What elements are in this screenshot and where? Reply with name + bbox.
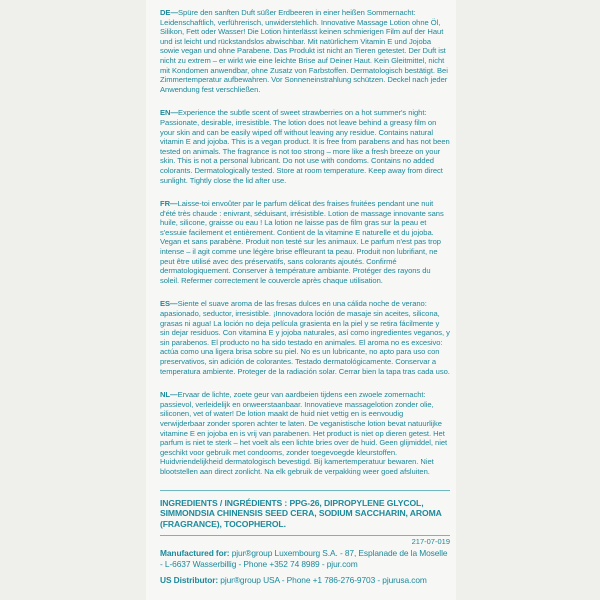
- manufacturer-label: Manufactured for:: [160, 548, 230, 558]
- language-code: FR: [160, 199, 171, 209]
- section-text: Spüre den sanften Duft süßer Erdbeeren in einer heißen Sommernacht: Leidenschaftlich, verführerisch, unwiderstehlich. Innovative Massage Lotion ohne Öl, Silikon, Fett oder Wasser! Die Lotion hinterlässt keinen schmierigen Film auf der Haut und ist leicht und rückstandslos abwischbar. Mit natürlichem Vitamin E und Jojoba sowie vegan und ohne Parabene. Das Produkt ist nicht an Tieren getestet. Der Duft ist nicht zu extrem – er wirkt wie eine leichte Brise auf Deiner Haut. Kein Gleitmittel, nicht mit Kondomen anwendbar, ohne Zusatz von Farbstoffen. Dermatologisch bestätigt. Bei Zimmertemperatur aufbewahren. Vor Sonneneinstrahlung schützen. Deckel nach jeder Anwendung fest verschließen.: [160, 8, 448, 94]
- divider: [160, 490, 450, 491]
- section-en: EN—Experience the subtle scent of sweet strawberries on a hot summer's night: Passionate, desirable, irresistible. The lotion does not leave behind a greasy film on your skin and can be easily wiped off without leaving any residue. Contains natural vitamin E and jojoba. This is a vegan product. It is free from parabens and has not been tested on animals. The fragrance is not too strong – more like a fresh breeze on your skin. This is not a personal lubricant. Do not use with condoms. Contains no added colorants. Dermatologically tested. Store at room temperature. Keep away from direct sunlight. Tightly close the lid after use.: [160, 108, 450, 185]
- distributor-label: US Distributor:: [160, 575, 219, 585]
- section-de: DE—Spüre den sanften Duft süßer Erdbeeren in einer heißen Sommernacht: Leidenschaftlich, verführerisch, unwiderstehlich. Innovative Massage Lotion ohne Öl, Silikon, Fett oder Wasser! Die Lotion hinterlässt keinen schmierigen Film auf der Haut und ist leicht und rückstandslos abwischbar. Mit natürlichem Vitamin E und Jojoba sowie vegan und ohne Parabene. Das Produkt ist nicht an Tieren getestet. Der Duft ist nicht zu extrem – er wirkt wie eine leichte Brise auf Deiner Haut. Kein Gleitmittel, nicht mit Kondomen anwendbar, ohne Zusatz von Farbstoffen. Dermatologisch bestätigt. Bei Zimmertemperatur aufbewahren. Vor Sonneneinstrahlung schützen. Deckel nach jeder Anwendung fest verschließen.: [160, 8, 448, 94]
- distributor-text: pjur®group USA - Phone +1 786-276-9703 - pjurusa.com: [218, 575, 427, 585]
- language-code: ES: [160, 299, 171, 309]
- ingredients: [160, 498, 450, 529]
- section-text: Laisse-toi envoûter par le parfum délicat des fraises fruitées pendant une nuit d'été très chaude : enivrant, séduisant, irrésistible. Lotion de massage innovante sans huile, silicone, graisse ou eau ! La lotion ne laisse pas de film gras sur la peau et s'essuie facilement et entièrement. Contient de la vitamine E naturelle et du jojoba. Vegan et sans parabène. Produit non testé sur les animaux. Le parfum n'est pas trop intense – il agit comme une légère brise effleurant ta peau. Produit non lubrifiant, ne peut être utilisé avec des préservatifs, sans colorants ajoutés. Confirmé dermatologiquement. Conserver à température ambiante. Protéger des rayons du soleil. Refermer correctement le couvercle après chaque utilisation.: [160, 199, 444, 285]
- language-code: EN: [160, 108, 171, 118]
- manufacturer-text: pjur®group Luxembourg S.A. - 87, Esplanade de la Moselle - L-6637 Wasserbillig - Phone +352 74 8989 - pjur.com: [160, 548, 448, 569]
- section-text: Siente el suave aroma de las fresas dulces en una cálida noche de verano: apasionado, seductor, irresistible. ¡Innovadora loción de masaje sin aceites, silicona, grasas ni agua! La loción no deja película grasienta en la piel y se retira fácilmente y sin dejar residuos. Con vitamina E y jojoba naturales, así como ingredientes veganos, y sin parabenos. El producto no ha sido testado en animales. El aroma no es excesivo: actúa como una ligera brisa sobre su piel. No es un lubricante, no apto para uso con preservativos, sin adición de colorantes. Testado dermatológicamente. Conservar a temperatura ambiente. Proteger de la radiación solar. Cerrar bien la tapa tras cada uso.: [160, 299, 450, 376]
- manufacturer-info: [160, 548, 452, 569]
- divider: [160, 535, 450, 536]
- section-text: Ervaar de lichte, zoete geur van aardbeien tijdens een zwoele zomernacht: passievol, verleidelijk en onweerstaanbaar. Innovatieve massagelotion zonder olie, siliconen, vet of water! De lotion maakt de huid niet vettig en is eenvoudig verwijderbaar zonder sporen achter te laten. De veganistische lotion bevat natuurlijke vitamine E en jojoba en is vrij van parabenen. Het product is niet op dieren getest. Het parfum is niet te sterk – het voelt als een lichte bries over de huid. Geen glijmiddel, niet geschikt voor gebruik met condooms, zonder toegevoegde kleurstoffen. Huidvriendelijkheid dermatologisch bevestigd. Bij kamertemperatuur bewaren. Niet blootstellen aan direct zonlicht. Na elk gebruik de verpakking weer goed afsluiten.: [160, 390, 448, 476]
- lot-code: 217-07-019: [411, 537, 450, 546]
- ingredients-label: INGREDIENTS / INGRÉDIENTS :: [160, 498, 288, 508]
- section-nl: NL—Ervaar de lichte, zoete geur van aardbeien tijdens een zwoele zomernacht: passievol, verleidelijk en onweerstaanbaar. Innovatieve massagelotion zonder olie, siliconen, vet of water! De lotion maakt de huid niet vettig en is eenvoudig verwijderbaar zonder sporen achter te laten. De veganistische lotion bevat natuurlijke vitamine E en jojoba en is vrij van parabenen. Het product is niet op dieren getest. Het parfum is niet te sterk – het voelt als een lichte bries over de huid. Geen glijmiddel, niet geschikt voor gebruik met condooms, zonder toegevoegde kleurstoffen. Huidvriendelijkheid dermatologisch bevestigd. Bij kamertemperatuur bewaren. Niet blootstellen aan direct zonlicht. Na elk gebruik de verpakking weer goed afsluiten.: [160, 390, 448, 476]
- distributor-info: [160, 575, 452, 586]
- section-es: ES—Siente el suave aroma de las fresas dulces en una cálida noche de verano: apasionado, seductor, irresistible. ¡Innovadora loción de masaje sin aceites, silicona, grasas ni agua! La loción no deja película grasienta en la piel y se retira fácilmente y sin dejar residuos. Con vitamina E y jojoba naturales, así como ingredientes veganos, y sin parabenos. El producto no ha sido testado en animales. El aroma no es excesivo: actúa como una ligera brisa sobre su piel. No es un lubricante, no apto para uso con preservativos, sin adición de colorantes. Testado dermatológicamente. Conservar a temperatura ambiente. Proteger de la radiación solar. Cerrar bien la tapa tras cada uso.: [160, 299, 450, 376]
- section-text: Experience the subtle scent of sweet strawberries on a hot summer's night: Passionate, desirable, irresistible. The lotion does not leave behind a greasy film on your skin and can be easily wiped off without leaving any residue. Contains natural vitamin E and jojoba. This is a vegan product. It is free from parabens and has not been tested on animals. The fragrance is not too strong – more like a fresh breeze on your skin. This is not a personal lubricant. Do not use with condoms. Contains no added colorants. Dermatologically tested. Store at room temperature. Keep away from direct sunlight. Tightly close the lid after use.: [160, 108, 450, 185]
- language-code: NL: [160, 390, 171, 400]
- ingredients-list: PPG-26, DIPROPYLENE GLYCOL, SIMMONDSIA CHINENSIS SEED CERA, SODIUM SACCHARIN, AROMA (FRAGRANCE), TOCOPHEROL.: [160, 498, 442, 529]
- description-block: [160, 8, 450, 491]
- language-code: DE: [160, 8, 171, 17]
- section-fr: FR—Laisse-toi envoûter par le parfum délicat des fraises fruitées pendant une nuit d'été très chaude : enivrant, séduisant, irrésistible. Lotion de massage innovante sans huile, silicone, graisse ou eau ! La lotion ne laisse pas de film gras sur la peau et s'essuie facilement et entièrement. Contient de la vitamine E naturelle et du jojoba. Vegan et sans parabène. Produit non testé sur les animaux. Le parfum n'est pas trop intense – il agit comme une légère brise effleurant ta peau. Produit non lubrifiant, ne peut être utilisé avec des préservatifs, sans colorants ajoutés. Confirmé dermatologiquement. Conserver à température ambiante. Protéger des rayons du soleil. Refermer correctement le couvercle après chaque utilisation.: [160, 199, 444, 285]
